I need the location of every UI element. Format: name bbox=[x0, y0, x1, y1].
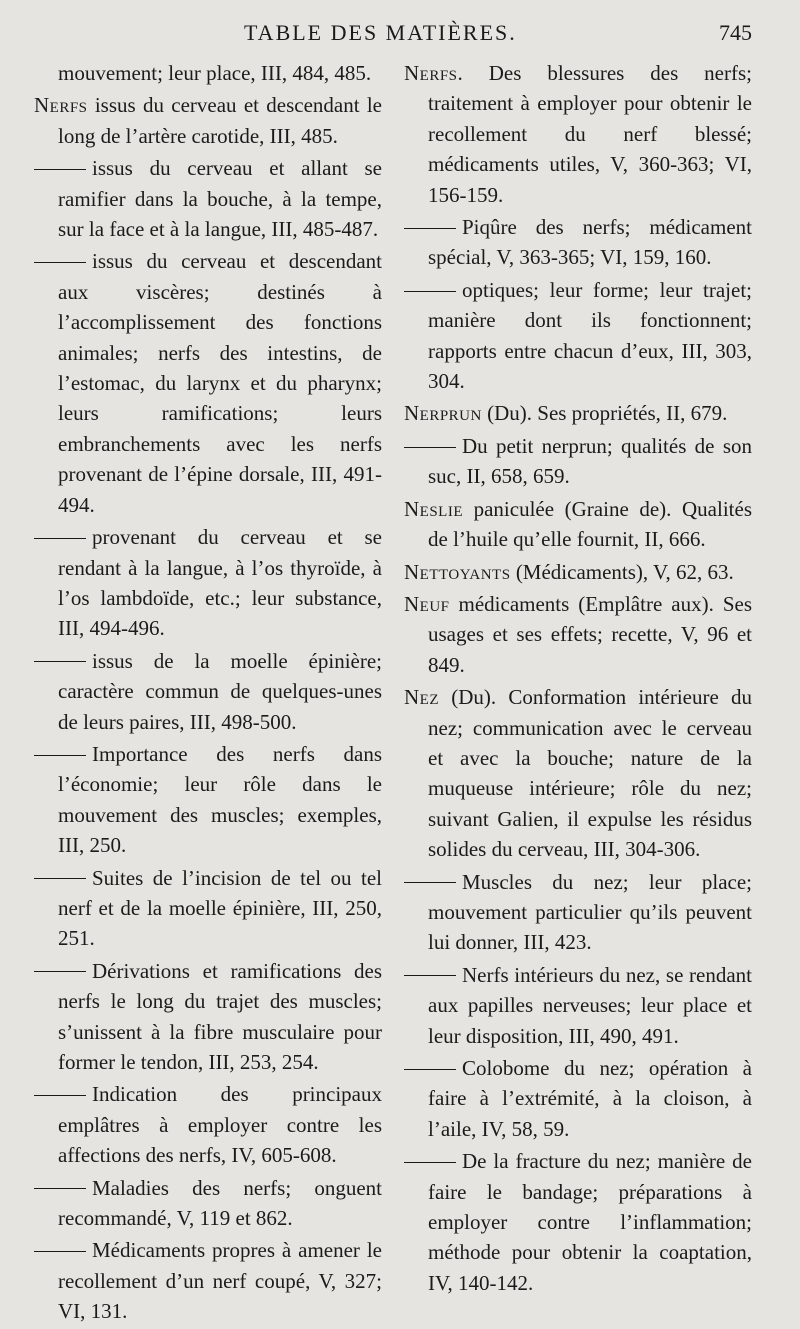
entry-headword: Neuf bbox=[404, 591, 450, 616]
running-header bbox=[0, 20, 800, 60]
index-subentry bbox=[404, 1053, 752, 1144]
index-subentry bbox=[34, 246, 382, 520]
entry-text: De la fracture du nez; manière de faire le bandage; préparations à employer contre l’inflammation; méthode pour obtenir la coaptation, IV, 140-142. bbox=[428, 1149, 752, 1295]
index-subentry bbox=[404, 212, 752, 273]
index-subentry bbox=[34, 522, 382, 644]
index-subentry bbox=[404, 431, 752, 492]
entry-text: mouvement; leur place, III, 484, 485. bbox=[58, 61, 372, 85]
entry-headword: Nez bbox=[404, 685, 439, 710]
entry-text: Muscles du nez; leur place; mouvement particulier qu’ils peuvent lui donner, III, 423. bbox=[428, 869, 752, 955]
entry-text: Indication des principaux emplâtres à employer contre les affections des nerfs, IV, 605-608. bbox=[58, 1082, 382, 1168]
ditto-dash bbox=[404, 882, 456, 883]
entry-text: provenant du cerveau et se rendant à la langue, à l’os thyroïde, à l’os lambdoïde, etc.; leur substance, III, 494-496. bbox=[58, 525, 382, 641]
ditto-dash bbox=[34, 262, 86, 263]
entry-text: Maladies des nerfs; onguent recommandé, V, 119 et 862. bbox=[58, 1175, 382, 1231]
index-entry bbox=[404, 557, 752, 587]
ditto-dash bbox=[34, 1251, 86, 1252]
entry-text: Médicaments propres à amener le recollement d’un nerf coupé, V, 327; VI, 131. bbox=[58, 1238, 382, 1324]
page-number: 745 bbox=[719, 20, 752, 45]
index-entry bbox=[404, 398, 752, 428]
left-column bbox=[34, 58, 382, 1329]
entry-text: . Des blessures des nerfs; traitement à employer pour obtenir le recollement du nerf blessé; médicaments utiles, V, 360-363; VI, 156-159. bbox=[428, 61, 752, 207]
index-subentry bbox=[404, 960, 752, 1051]
ditto-dash bbox=[404, 291, 456, 292]
ditto-dash bbox=[34, 538, 86, 539]
entry-headword: Nerfs bbox=[404, 61, 458, 85]
index-subentry bbox=[34, 1173, 382, 1234]
index-subentry bbox=[34, 153, 382, 244]
entry-text: (Du). Conformation intérieure du nez; communication avec le cerveau et avec la bouche; nature de la muqueuse intérieure; rôle du nez; suivant Galien, il expulse les résidus solides du cerveau, III, 304-306. bbox=[428, 685, 752, 862]
ditto-dash bbox=[34, 661, 86, 662]
entry-text: Importance des nerfs dans l’économie; leur rôle dans le mouvement des muscles; exemples, III, 250. bbox=[58, 741, 382, 858]
index-entry-continuation bbox=[34, 58, 382, 88]
ditto-dash bbox=[404, 447, 456, 448]
index-subentry bbox=[34, 956, 382, 1078]
index-entry bbox=[404, 589, 752, 680]
ditto-dash bbox=[404, 228, 456, 229]
ditto-dash bbox=[34, 1188, 86, 1189]
ditto-dash bbox=[34, 755, 86, 756]
entry-headword: Nettoyants bbox=[404, 559, 511, 584]
index-entry bbox=[404, 682, 752, 864]
entry-headword: Nerfs bbox=[34, 93, 88, 118]
entry-text: Colobome du nez; opération à faire à l’extrémité, à la cloison, à l’aile, IV, 58, 59. bbox=[428, 1056, 752, 1141]
header-title: TABLE DES MATIÈRES. bbox=[244, 20, 517, 45]
entry-text: issus de la moelle épinière; caractère commun de quelques-unes de leurs paires, III, 498-500. bbox=[58, 648, 382, 734]
index-subentry bbox=[404, 867, 752, 958]
ditto-dash bbox=[34, 1095, 86, 1096]
entry-text: médicaments (Emplâtre aux). Ses usages et ses effets; recette, V, 96 et 849. bbox=[428, 591, 752, 677]
ditto-dash bbox=[404, 1162, 456, 1163]
index-subentry bbox=[34, 863, 382, 954]
index-subentry bbox=[404, 1146, 752, 1298]
entry-text: Suites de l’incision de tel ou tel nerf et de la moelle épinière, III, 250, 251. bbox=[58, 865, 382, 951]
ditto-dash bbox=[34, 878, 86, 879]
index-subentry bbox=[34, 1079, 382, 1170]
entry-text: issus du cerveau et allant se ramifier dans la bouche, à la tempe, sur la face et à la langue, III, 485-487. bbox=[58, 156, 382, 242]
ditto-dash bbox=[404, 975, 456, 976]
ditto-dash bbox=[34, 971, 86, 972]
entry-text: issus du cerveau et descendant aux viscères; destinés à l’accomplissement des fonctions animales; nerfs des intestins, de l’estomac, du larynx et du pharynx; leurs ramifications; leurs embranchements avec les nerfs provenant de l’épine dorsale, III, 491-494. bbox=[58, 249, 382, 517]
index-subentry bbox=[34, 739, 382, 861]
entry-text: optiques; leur forme; leur trajet; manière dont ils fonctionnent; rapports entre chacun d’eux, III, 303, 304. bbox=[428, 277, 752, 394]
entry-text: (Médicaments), V, 62, 63. bbox=[510, 559, 734, 584]
entry-text: Du petit nerprun; qualités de son suc, II, 658, 659. bbox=[428, 433, 752, 489]
entry-text: Dérivations et ramifications des nerfs le long du trajet des muscles; s’unissent à la fibre musculaire pour former le tendon, III, 253, 254. bbox=[58, 958, 382, 1074]
entry-headword: Nerprun bbox=[404, 401, 482, 426]
right-column bbox=[404, 58, 752, 1300]
index-subentry bbox=[404, 275, 752, 397]
index-entry bbox=[34, 90, 382, 151]
entry-text: (Du). Ses propriétés, II, 679. bbox=[481, 401, 728, 426]
index-entry bbox=[404, 494, 752, 555]
ditto-dash bbox=[404, 1069, 456, 1070]
entry-headword: Neslie bbox=[404, 496, 463, 521]
entry-text: Nerfs intérieurs du nez, se rendant aux papilles nerveuses; leur place et leur disposition, III, 490, 491. bbox=[428, 962, 752, 1048]
entry-text: paniculée (Graine de). Qualités de l’huile qu’elle fournit, II, 666. bbox=[428, 496, 752, 552]
entry-text: Piqûre des nerfs; médicament spécial, V, 363-365; VI, 159, 160. bbox=[428, 215, 752, 270]
ditto-dash bbox=[34, 169, 86, 170]
index-entry bbox=[404, 58, 752, 210]
entry-text: issus du cerveau et descendant le long de l’artère carotide, III, 485. bbox=[58, 93, 382, 148]
index-subentry bbox=[34, 646, 382, 737]
index-subentry bbox=[34, 1235, 382, 1326]
